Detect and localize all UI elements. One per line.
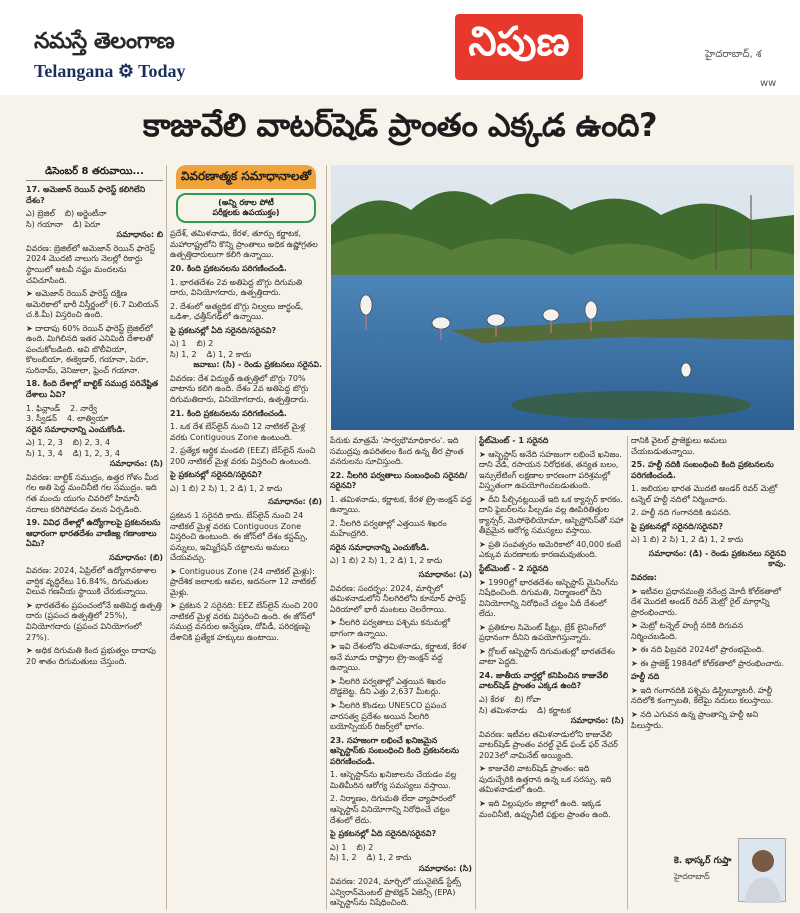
options (26, 414, 163, 425)
option: సి) 1, 2 (170, 349, 197, 359)
continued-label: డిసెంబర్ 8 తరువాయి... (26, 165, 163, 181)
bullet: ➤ నీలగిరి పర్వతాల్లో ఎత్తయిన శిఖరం దొడ్డబెట్ట. దీని ఎత్తు 2,637 మీటర్లు. (330, 677, 472, 698)
option: బి) గోవా (514, 695, 541, 705)
wetland-photo-image (331, 165, 794, 430)
question-19: 19. వివిధ దేశాల్లో ఉద్యోగాలపై ప్రకటనలను ఆధారంగా భారతదేశం వాణిజ్య గణాంకాలు ఏమి? (26, 518, 161, 549)
bullet: ➤ నీలగిరి కొండలు UNESCO ప్రపంచ వారసత్వ ప్రదేశం అయిన నీలగిరి బయోస్పియర్ రిజర్వ్‌లో భాగం. (330, 701, 472, 733)
column-rule (475, 436, 476, 910)
bullet: ➤ ఇవి దేశంలోని తమిళనాడు, కర్ణాటక, కేరళ అనే మూడు రాష్ట్రాల ట్రై-జంక్షన్ వద్ద ఉన్నాయి. (330, 642, 472, 674)
bullet: ➤ నీలగిరి పర్వతాలు పశ్చిమ కనుమల్లో భాగంగా ఉన్నాయి. (330, 618, 472, 639)
bullet: ➤ ప్రతి సంవత్సరం అమెరికాలో 40,000 కంటే ఎక్కువ మరణాలకు కారణమవుతుంది. (479, 540, 624, 561)
option: 1. ఫిన్లాండ్ (26, 403, 61, 413)
options (330, 843, 472, 854)
answer: సమాధానం: (ఎ) (418, 570, 472, 580)
options (26, 404, 163, 415)
question-17: 17. అమెజాన్ రెయిన్ ఫారెస్ట్ కలిగిలేని దేశం? (26, 185, 146, 205)
prompt: సరైన సమాధానాన్ని ఎంచుకోండి. (330, 542, 430, 552)
choices (26, 449, 163, 460)
column-3 (330, 436, 472, 910)
option: ఎ) కేరళ (479, 695, 505, 705)
statement: 1. ఆస్బెస్టాస్‌ను ఖనిజాలను చేయడం వల్ల మితిమీరిన ఆరోగ్య సమస్యలు వస్తాయి. (330, 770, 457, 790)
bullet: ➤ ఇది గంగానదికి పశ్చిమ డిస్ట్రిబ్యూటరీ. హల్దీ నదిలోకి కంగ్సాబతి, కేలేఘై నదులు కలుస్తాయి. (631, 686, 786, 707)
options (170, 350, 322, 361)
options (170, 339, 322, 350)
subhead: హల్దీ నది (631, 672, 660, 682)
option: బి) 2 (196, 339, 214, 349)
bullet: ➤ నది ఎగువన ఉన్న ప్రాంతాన్ని హల్దీ అని పిలుస్తారు. (631, 710, 786, 731)
answer: సమాధానం: (సి) (570, 716, 624, 726)
bullet: ➤ దాదాపు 60% రెయిన్ ఫారెస్ట్ బ్రెజిల్‌లో ఉంది. మిగిలినది ఇతర ఎనిమిది దేశాలతో పంచుకోబడింది. అవి బొలీవియా, కొలంబియా, ఈక్వెడార్, గయానా, పెరూ, సురినామ్, వెనిజులా, ఫ్రెంచ్ గయానా. (26, 324, 163, 377)
options: ఎ) 1 బి) 2 సి) 1, 2 డి) 1, 2 కాదు (170, 483, 283, 493)
bullet: ➤ కాజువేలి వాటర్‌షెడ్ ప్రాంతం: ఇది పుదుచ్చేరికి ఉత్తరాన ఉన్న ఒక సరస్సు. ఇది తమిళనాడులో ఉంది. (479, 764, 624, 796)
bullet: ➤ ఈ ప్రాజెక్ట్ 1984లో కోల్‌కతాలో ప్రారంభించారు. (631, 659, 786, 670)
options (479, 695, 624, 706)
statement: 2. హల్దీ నది గంగానదికి ఉపనది. (631, 508, 732, 518)
column-rule (166, 165, 167, 910)
section-name: నిపుణ (468, 19, 570, 65)
question-18: 18. కింది దేశాల్లో బాల్టిక్ సముద్ర పరివేష్టిత దేశాలు ఏవి? (26, 379, 159, 400)
option: బి) అర్జెంటీనా (64, 209, 107, 219)
question-21: 21. కింది ప్రకటనలను పరిగణించండి. (170, 408, 287, 418)
bullet: ➤ భారతదేశం ప్రపంచంలోనే అతిపెద్ద ఉత్పత్తి దారు (ప్రపంచ ఉత్పత్తిలో 25%), వినియోగదారు (ప్రపంచ వినియోగంలో 27%). (26, 601, 163, 643)
option: సి) తమిళనాడు (479, 705, 528, 715)
bullet: ➤ ఇటీవల ప్రధానమంత్రి నరేంద్ర మోదీ కోల్‌కతాలో దేశ మొదటి అండర్ రివర్ మెట్రో రైల్ మార్గాన్ని ప్రారంభించారు. (631, 587, 786, 619)
statement: 1. జలియల భారత మొదటి అండర్ రివర్ మెట్రో టన్నెల్ హల్దీ నదిలో నిర్మించారు. (631, 484, 778, 504)
question-24: 24. జాతీయ వార్తల్లో కనిపించిన కాజువేలి వాటర్‌షెడ్ ప్రాంతం ఎక్కడ ఉంది? (479, 670, 609, 691)
option: డి) పెరూ (72, 219, 101, 229)
option: ఎ) 1 (170, 339, 187, 349)
paragraph: ప్రదేశ్, తమిళనాడు, కేరళ, తూర్పు కర్ణాటక, మహారాష్ట్రలోని కొన్ని ప్రాంతాలు అధిక ఉష్ణోగ్రతల ఉత్పత్తిదారులుగా కలిగి ఉన్నాయి. (170, 229, 318, 260)
prompt: పై ప్రకటనల్లో సరైనది/సరైనవి? (631, 521, 723, 531)
author-box (630, 836, 790, 906)
brand-english: Telangana ⚙ Today (34, 61, 186, 81)
callout-subtitle: (అన్ని రకాల పోటీ (218, 197, 274, 207)
options: ఎ) 1 బి) 2 సి) 1, 2 డి) 1, 2 కాదు (330, 556, 443, 566)
bullet: ➤ ఇది విల్లుపురం జిల్లాలో ఉంది. ఇక్కడ మంచినీటి, ఉప్పునీటి పక్షుల ప్రాంతం ఉంది. (479, 799, 624, 820)
choice: బి) 2, 3, 4 (72, 438, 111, 448)
options: ఎ) 1 బి) 2 సి) 1, 2 డి) 1, 2 కాదు (631, 535, 744, 545)
avatar-icon (739, 839, 787, 903)
answer: సమాధానం: (బి) (109, 552, 163, 562)
column-rule (326, 165, 327, 910)
statement: 2. ప్రత్యేక ఆర్థిక మండలి (EEZ) బేస్‌లైన్ నుంచి 200 నాటికల్ మైళ్ల వరకు విస్తరించి ఉంటుంది. (170, 446, 316, 466)
question-25: 25. హల్దీ నదికి సంబంధించి కింది ప్రకటనలను పరిగణించండి. (631, 460, 774, 480)
statement: 2. దేశంలో అత్యధిక బొగ్గు నిల్వలు జార్ఖండ్, ఒడిశా, ఛత్తీస్‌గఢ్‌లో ఉన్నాయి. (170, 301, 304, 322)
column-2 (170, 165, 322, 910)
author-photo (738, 838, 786, 902)
choice: సి) 1, 3, 4 (26, 448, 63, 458)
choice: ఎ) 1, 2, 3 (26, 438, 63, 448)
option: ఎ) బ్రెజిల్ (26, 209, 55, 219)
question-22: 22. నీలగిరి పర్వతాలు సంబంధించి సరైనది/సరైనవి? (330, 470, 468, 491)
option: బి) 2 (356, 842, 374, 852)
explanation: ప్రకటన 1 సరైనది కాదు. బేస్‌లైన్ నుంచి 24 నాటికల్ మైళ్ల వరకు Contiguous Zone విస్తరించి ఉంటుంది. ఈ జోన్‌లో దేశం కస్టమ్స్, పన్నులు, ఇమ్మిగ్రేషన్ చట్టాలను అమలు చేయవచ్చు. (170, 510, 308, 563)
paragraph: పేరుకు మాత్రమే 'సార్వభౌమాధికారం'. ఇది సముద్రపు ఉపరితలం కింద ఉన్న తీర ప్రాంత వనరులను సూచిస్తుంది. (330, 436, 464, 467)
statement: 1. భారతదేశం 2వ అతిపెద్ద బొగ్గు దిగుమతి దారు, వినియోగదారు, ఉత్పత్తిదారు. (170, 277, 303, 298)
option: సి) 1, 2 (330, 853, 357, 863)
wetland-photo (331, 165, 794, 430)
dateline: హైదరాబాద్, శ (705, 49, 762, 60)
bullet: ➤ మెట్రో టన్నెల్ హుగ్లీ నదికి దిగువన నిర్మించబడింది. (631, 621, 786, 642)
callout-tag (176, 193, 316, 224)
answer: సమాధానం: (డి) - రెండు ప్రకటనలు సరైనవి కావు. (648, 548, 786, 569)
options (330, 853, 472, 864)
question-23: 23. సహజంగా లభించే ఖనిజమైన ఆస్బెస్టాస్‌కు సంబంధించి కింది ప్రకటనలను పరిగణించండి. (330, 735, 460, 766)
choice: డి) 1, 2, 3, 4 (72, 448, 120, 458)
prompt: పై ప్రకటనల్లో ఏది సరైనది/సరైనవి? (170, 325, 277, 335)
headline: కాజువేలి వాటర్‌షెడ్ ప్రాంతం ఎక్కడ ఉంది? (142, 106, 658, 144)
statement: 1. ఒక దేశ బేస్‌లైన్ నుంచి 12 నాటికల్ మైళ్ల వరకు Contiguous Zone ఉంటుంది. (170, 422, 306, 442)
author-name: కె. భాస్కర్ గుప్తా (674, 856, 732, 866)
statement: 2. నీలగిరి పర్వతాల్లో ఎత్తయిన శిఖరం మహేంద్రగిరి. (330, 518, 447, 539)
option: 2. నార్వే (70, 403, 97, 413)
subhead: స్టేట్‌మెంట్ - 2 సరైనది (479, 564, 549, 574)
author-place: హైదరాబాద్ (674, 872, 710, 881)
explanation: వివరణ: దేశ విద్యుత్ ఉత్పత్తిలో బొగ్గు 70% వాటాను కలిగి ఉంది. దేశం 2వ అతిపెద్ద బొగ్గు దిగుమతిదారు, వినియోగదారు, ఉత్పత్తిదారు. (170, 373, 309, 405)
web-address: ww (760, 78, 777, 89)
explanation: వివరణ: 2024, మార్చిలో యునైటెడ్ స్టేట్స్ ఎన్విరాన్‌మెంటల్ ప్రొటెక్షన్ ఏజెన్సీ (EPA) ఆస్బెస్టాస్‌ను నిషేధించింది. (330, 877, 462, 908)
option: ఎ) 1 (330, 842, 347, 852)
question-20: 20. కింది ప్రకటనలను పరిగణించండి. (170, 264, 287, 274)
statement: 2. నిర్మాణం, దిగుమతి లేదా వ్యాపారంలో ఆస్బెస్టాస్ వినియోగాన్ని నిరోధించే చట్టం దేశంలో లేదు. (330, 794, 456, 825)
answer: సమాధానం: బి (116, 230, 163, 240)
explanation: వివరణ: 2024, ఏప్రిల్‌లో ఉద్యోగావకాశాల వార్షిక వృద్ధిరేటు 16.84%, దిగుమతుల విలువ గణనీయ స్థాయికి చేరుకున్నాయి. (26, 566, 157, 597)
callout-tag-text: పరీక్షలకు ఉపయుక్తం) (212, 207, 280, 217)
brand-telugu: నమస్తే తెలంగాణ (34, 28, 175, 54)
answer: సమాధానం: (సి) (109, 459, 163, 469)
option: డి) 1, 2 కాదు (366, 853, 412, 863)
column-rule (627, 436, 628, 910)
bullet: ➤ ప్రకటన 2 సరైనది: EEZ బేస్‌లైన్ నుంచి 200 నాటికల్ మైళ్ల వరకు విస్తరించి ఉంది. ఈ జోన్‌లో సముద్ర వనరుల అన్వేషణ, దోపిడీ, పరిరక్షణపై దేశానికి ప్రత్యేక హక్కులు ఉంటాయి. (170, 601, 322, 643)
section-logo (455, 14, 583, 80)
paragraph: దానికి వైటల్ ప్రాజెక్టులు అమలు చేయబడుతున్నాయి. (631, 436, 727, 456)
prompt: పై ప్రకటనల్లో ఏది సరైనది/సరైనవి? (330, 829, 437, 839)
choices (26, 438, 163, 449)
bullet: ➤ ప్రతికూల సిమెంట్ షీట్లు, బ్రేక్ లైనింగ్‌లో ప్రధానంగా దీనిని ఉపయోగిస్తున్నారు. (479, 623, 624, 644)
bullet: ➤ అమెజాన్ రెయిన్ ఫారెస్ట్ దక్షిణ అమెరికాలో భారీ విస్తీర్ణంలో (6.7 మిలియన్ చ.కి.మీ) విస్తరించి ఉంది. (26, 289, 163, 321)
headline-container (0, 98, 800, 160)
explanation: వివరణ: బాల్టిక్ సముద్రం, ఉత్తర గోళం మీద గల అతి పెద్ద మంచినీటి గల సముద్రం. ఇది గత మంచు యుగం చివరిలో హిమానీ నదాలు కరిగిపోవడం వలన ఏర్పడింది. (26, 472, 159, 514)
answer: సమాధానం: (బి) (268, 497, 322, 507)
prompt: పై ప్రకటనల్లో సరైనది/సరైనవి? (170, 470, 262, 480)
options (26, 220, 163, 231)
masthead (0, 0, 800, 95)
bullet: ➤ Contiguous Zone (24 నాటికల్ మైళ్లు): ప్రాదేశిక జలాలకు ఆవల, అదనంగా 12 నాటికల్ మైళ్లు. (170, 567, 322, 599)
prompt: సరైన సమాధానాన్ని ఎంచుకోండి. (26, 424, 126, 434)
callout-box (176, 165, 316, 223)
explanation: వివరణ: బ్రెజిల్‌లో అమెజాన్ రెయిన్ ఫారెస్ట్ 2024 మొదటి నాలుగు నెలల్లో రికార్డు స్థాయిలో అటవీ నష్టం మందలను చవిచూసింది. (26, 243, 156, 285)
explanation: వివరణ: సందర్భం: 2024, మార్చిలో తమిళనాడులోని నీలగిరిలోని కూనూర్ ఫారెస్ట్ ఏరియాలో భారీ మంటలు చెలరేగాయి. (330, 583, 467, 614)
callout-title: వివరణాత్మక సమాధానాలతో (176, 165, 316, 189)
column-1 (26, 165, 163, 910)
option: సి) గయానా (26, 219, 63, 229)
bullet: ➤ 1990ల్లో భారతదేశం ఆస్బెస్టాస్ మైనింగ్‌ను నిషేధించింది. దిగుమతి, నిర్మాణంలో దీని వినియోగాన్ని నిరోధించే చట్టం ఏదీ దేశంలో లేదు. (479, 578, 624, 620)
bullet: ➤ దీని పీల్చినట్లయితే ఇది ఒక క్యాన్సర్ కారకం. దాని ఫైబర్‌లను పీల్చడం వల్ల ఊపిరితిత్తుల క్యాన్సర్, మెసోథెలియోమా, ఆస్బెస్టోసిస్‌తో సహా తీవ్రమైన ఆరోగ్య సమస్యలు వస్తాయి. (479, 495, 624, 537)
explanation: వివరణ: ఇటీవల తమిళనాడులోని కాజువేలి వాటర్‌షెడ్ ప్రాంతం వరల్డ్ వైడ్ ఫండ్ ఫర్ నేచర్ 2023లో నామినేట్ అయ్యింది. (479, 729, 618, 760)
option: డి) 1, 2 కాదు (206, 349, 252, 359)
option: 3. స్వీడన్ (26, 414, 57, 424)
bullet: ➤ ఈ నది ఫిబ్రవరి 2024లో ప్రారంభమైంది. (631, 645, 786, 656)
bullet: ➤ అధిక దిగుమతి కింద ప్రభుత్వం దాదాపు 20 శాతం దిగుమతులు చేస్తుంది. (26, 646, 163, 667)
brand-logo (34, 28, 186, 82)
subhead: స్టేట్‌మెంట్ - 1 సరైనది (479, 436, 549, 445)
answer: సమాధానం: (సి) (418, 863, 472, 873)
bullet: ➤ ఆస్బెస్టాస్ అనేది సహజంగా లభించే ఖనిజం. దాని వేడి, రసాయన నిరోధకత, తన్యత బలం, ఇన్సులేటింగ్ లక్షణాల కారణంగా పరిశ్రమల్లో విస్తృతంగా ఉపయోగించబడుతుంది. (479, 450, 624, 492)
options (26, 209, 163, 220)
option: డి) కర్ణాటక (537, 705, 571, 715)
explanation-label: వివరణ: (631, 573, 657, 583)
statement: 1. తమిళనాడు, కర్ణాటక, కేరళ ట్రై-జంక్షన్ వద్ద ఉన్నాయి. (330, 494, 472, 515)
column-4 (479, 436, 624, 910)
answer: జవాబు: (సి) - రెండు ప్రకటనలు సరైనవి. (193, 360, 322, 370)
options (479, 706, 624, 717)
bullet: ➤ గ్లోబల్ ఆస్బెస్టాస్ దిగుమతుల్లో భారతదేశం వాటా పెద్దది. (479, 647, 624, 668)
option: 4. లాత్వియా (66, 414, 109, 424)
